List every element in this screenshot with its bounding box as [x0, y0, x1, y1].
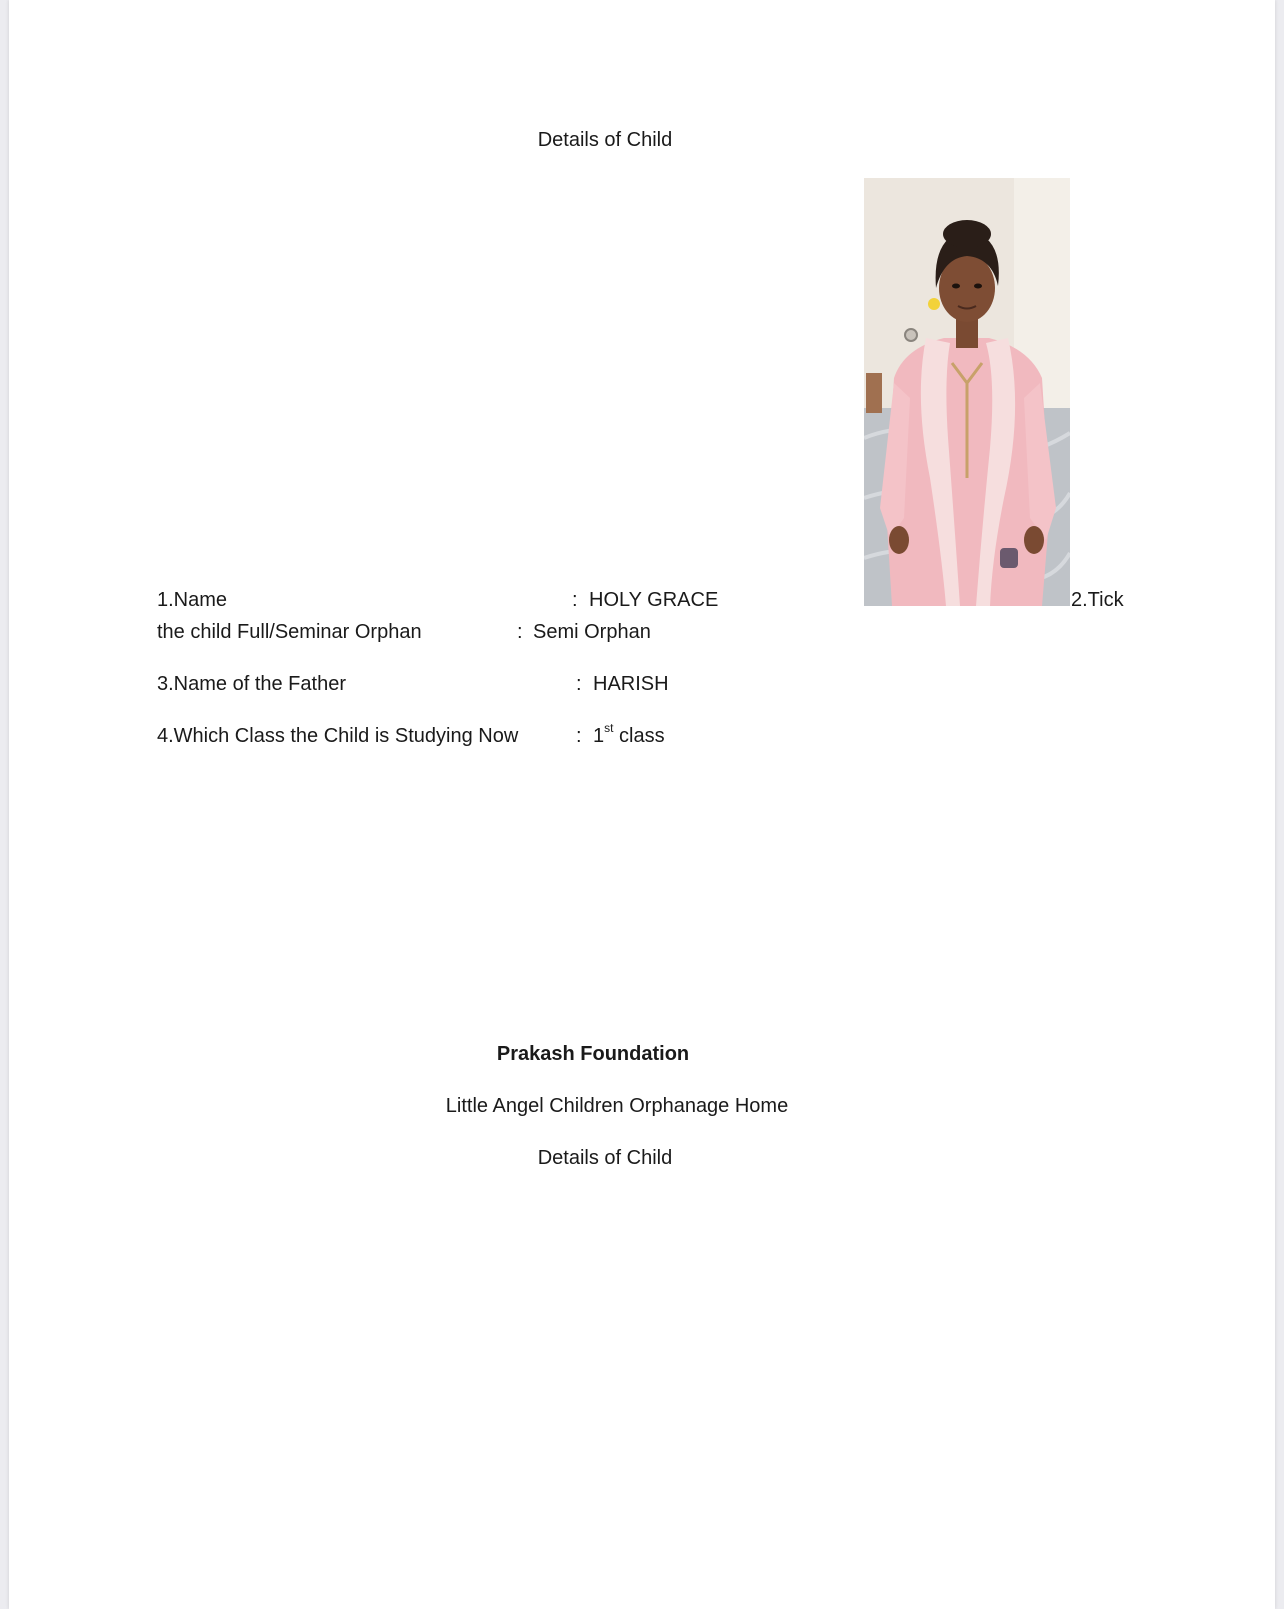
page-title: Details of Child [537, 129, 673, 151]
field-label-name: 1.Name [157, 589, 228, 611]
field-label-father-name: 3.Name of the Father [157, 673, 346, 695]
section-title: Details of Child [537, 1147, 673, 1169]
field-value-name: HOLY GRACE [589, 589, 719, 611]
field-label-class: 4.Which Class the Child is Studying Now [157, 725, 519, 747]
field-separator-orphan-status: : [517, 621, 523, 643]
field-label-orphan-status: the child Full/Seminar Orphan [157, 621, 422, 643]
home-name: Little Angel Children Orphanage Home [445, 1095, 789, 1117]
field-value-father-name: HARISH [593, 673, 669, 695]
field-value-orphan-status: Semi Orphan [533, 621, 651, 643]
child-photo [864, 178, 1070, 606]
field-separator-name: : [572, 589, 578, 611]
class-suffix-text: class [613, 725, 665, 747]
field-separator-father-name: : [576, 673, 582, 695]
field-separator-class: : [576, 725, 582, 747]
tick-label: 2.Tick [1071, 589, 1124, 611]
org-name: Prakash Foundation [496, 1043, 690, 1065]
field-value-class [593, 721, 665, 748]
document-page [9, 0, 1275, 1609]
class-number: 1 [593, 725, 605, 747]
class-ordinal-suffix: st [604, 721, 614, 736]
